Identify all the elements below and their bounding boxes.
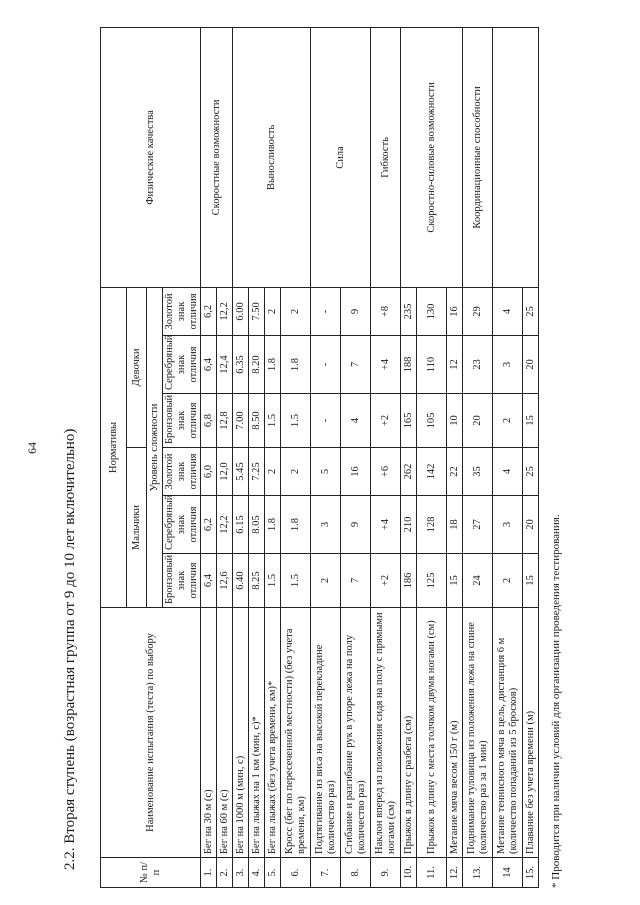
girls-gold-value: - bbox=[311, 287, 341, 335]
physical-quality: Выносливость bbox=[233, 27, 311, 287]
test-name: Сгибание и разгибание рук в упоре лежа на полу (количество раз) bbox=[341, 607, 371, 857]
boys-silver-value: 27 bbox=[463, 495, 493, 553]
boys-silver-value: 12,2 bbox=[217, 495, 233, 553]
boys-bronze-value: 186 bbox=[401, 553, 417, 607]
boys-gold-value: 2 bbox=[265, 447, 281, 495]
test-name: Наклон вперед из положения сидя на полу с прямыми ногами (см) bbox=[371, 607, 401, 857]
girls-silver-value: 110 bbox=[417, 335, 447, 393]
boys-silver-value: 6.15 bbox=[233, 495, 249, 553]
girls-silver-value: 6,4 bbox=[201, 335, 217, 393]
girls-gold-value: 29 bbox=[463, 287, 493, 335]
girls-gold-value: 7.50 bbox=[249, 287, 265, 335]
rotated-page-content bbox=[62, 18, 562, 888]
girls-bronze-value: +2 bbox=[371, 393, 401, 447]
girls-silver-value: 12,4 bbox=[217, 335, 233, 393]
table-row bbox=[463, 27, 493, 887]
boys-gold-value: 22 bbox=[447, 447, 463, 495]
header-girls-silver: Серебряный знак отличия bbox=[163, 335, 201, 393]
row-number: 4. bbox=[249, 857, 265, 887]
test-name: Бег на 1000 м (мин, с) bbox=[233, 607, 249, 857]
row-number: 5. bbox=[265, 857, 281, 887]
test-name: Плавание без учета времени (м) bbox=[523, 607, 539, 857]
girls-silver-value: 6.35 bbox=[233, 335, 249, 393]
boys-silver-value: 3 bbox=[493, 495, 523, 553]
test-name: Метание мяча весом 150 г (м) bbox=[447, 607, 463, 857]
girls-gold-value: +8 bbox=[371, 287, 401, 335]
test-name: Бег на лыжах на 1 км (мин, с)* bbox=[249, 607, 265, 857]
girls-bronze-value: 1.5 bbox=[265, 393, 281, 447]
test-name: Поднимание туловища из положения лежа на спине (количество раз за 1 мин) bbox=[463, 607, 493, 857]
table-row bbox=[493, 27, 523, 887]
girls-gold-value: 235 bbox=[401, 287, 417, 335]
row-number: 2. bbox=[217, 857, 233, 887]
boys-bronze-value: 8.25 bbox=[249, 553, 265, 607]
boys-gold-value: 35 bbox=[463, 447, 493, 495]
physical-quality: Сила bbox=[311, 27, 371, 287]
boys-silver-value: 6,2 bbox=[201, 495, 217, 553]
header-qualities: Физические качества bbox=[101, 27, 201, 287]
girls-bronze-value: 2 bbox=[493, 393, 523, 447]
boys-silver-value: 18 bbox=[447, 495, 463, 553]
boys-gold-value: 142 bbox=[417, 447, 447, 495]
test-name: Бег на 30 м (с) bbox=[201, 607, 217, 857]
boys-bronze-value: 6,4 bbox=[201, 553, 217, 607]
boys-bronze-value: 125 bbox=[417, 553, 447, 607]
girls-silver-value: 1.8 bbox=[281, 335, 311, 393]
girls-gold-value: 4 bbox=[493, 287, 523, 335]
girls-silver-value: 188 bbox=[401, 335, 417, 393]
boys-silver-value: 128 bbox=[417, 495, 447, 553]
girls-bronze-value: 7.00 bbox=[233, 393, 249, 447]
boys-gold-value: 2 bbox=[281, 447, 311, 495]
table-row bbox=[233, 27, 249, 887]
row-number: 14 bbox=[493, 857, 523, 887]
boys-silver-value: 3 bbox=[311, 495, 341, 553]
girls-gold-value: 2 bbox=[281, 287, 311, 335]
boys-silver-value: 9 bbox=[341, 495, 371, 553]
girls-gold-value: 16 bbox=[447, 287, 463, 335]
boys-bronze-value: 15 bbox=[447, 553, 463, 607]
test-name: Метание теннисного мяча в цель, дистанция 6 м (количество попаданий из 5 бросков) bbox=[493, 607, 523, 857]
header-girls-bronze: Бронзовый знак отличия bbox=[163, 393, 201, 447]
row-number: 10. bbox=[401, 857, 417, 887]
girls-gold-value: 12,2 bbox=[217, 287, 233, 335]
boys-bronze-value: 2 bbox=[311, 553, 341, 607]
girls-gold-value: 25 bbox=[523, 287, 539, 335]
test-name: Кросс (бег по пересеченной местности) (без учета времени, км) bbox=[281, 607, 311, 857]
boys-gold-value: 5 bbox=[311, 447, 341, 495]
physical-quality: Гибкость bbox=[371, 27, 401, 287]
boys-bronze-value: 7 bbox=[341, 553, 371, 607]
header-num: № п/п bbox=[101, 857, 201, 887]
girls-silver-value: 23 bbox=[463, 335, 493, 393]
row-number: 6. bbox=[281, 857, 311, 887]
row-number: 9. bbox=[371, 857, 401, 887]
physical-quality: Скоростно-силовые возможности bbox=[401, 27, 463, 287]
physical-quality: Скоростные возможности bbox=[201, 27, 233, 287]
header-boys-bronze: Бронзовый знак отличия bbox=[163, 553, 201, 607]
boys-silver-value: +4 bbox=[371, 495, 401, 553]
test-name: Прыжок в длину с места толчком двумя ногами (см) bbox=[417, 607, 447, 857]
girls-bronze-value: 4 bbox=[341, 393, 371, 447]
row-number: 13. bbox=[463, 857, 493, 887]
girls-silver-value: 3 bbox=[493, 335, 523, 393]
header-test-name: Наименование испытания (теста) по выбору bbox=[101, 607, 201, 857]
boys-silver-value: 1.8 bbox=[265, 495, 281, 553]
boys-bronze-value: +2 bbox=[371, 553, 401, 607]
header-boys-gold: Золотой знак отличия bbox=[163, 447, 201, 495]
boys-silver-value: 8.05 bbox=[249, 495, 265, 553]
girls-gold-value: 6,2 bbox=[201, 287, 217, 335]
row-number: 11. bbox=[417, 857, 447, 887]
table-row bbox=[401, 27, 417, 887]
boys-bronze-value: 2 bbox=[493, 553, 523, 607]
physical-quality: Координационные способности bbox=[463, 27, 493, 287]
boys-bronze-value: 24 bbox=[463, 553, 493, 607]
girls-silver-value: 20 bbox=[523, 335, 539, 393]
girls-gold-value: 130 bbox=[417, 287, 447, 335]
norms-table bbox=[100, 26, 539, 887]
test-name: Прыжок в длину с разбега (см) bbox=[401, 607, 417, 857]
header-girls: Девочки bbox=[127, 287, 147, 447]
row-number: 1. bbox=[201, 857, 217, 887]
row-number: 8. bbox=[341, 857, 371, 887]
girls-bronze-value: 6,8 bbox=[201, 393, 217, 447]
girls-bronze-value: 15 bbox=[523, 393, 539, 447]
row-number: 12. bbox=[447, 857, 463, 887]
header-girls-gold: Золотой знак отличия bbox=[163, 287, 201, 335]
girls-gold-value: 2 bbox=[265, 287, 281, 335]
boys-bronze-value: 1.5 bbox=[265, 553, 281, 607]
girls-bronze-value: 1.5 bbox=[281, 393, 311, 447]
girls-silver-value: 1.8 bbox=[265, 335, 281, 393]
girls-bronze-value: - bbox=[311, 393, 341, 447]
boys-gold-value: 12,0 bbox=[217, 447, 233, 495]
boys-gold-value: 262 bbox=[401, 447, 417, 495]
girls-gold-value: 6.00 bbox=[233, 287, 249, 335]
boys-gold-value: 5.45 bbox=[233, 447, 249, 495]
boys-silver-value: 210 bbox=[401, 495, 417, 553]
girls-bronze-value: 105 bbox=[417, 393, 447, 447]
test-name: Подтягивание из виса на высокой перекладине (количество раз) bbox=[311, 607, 341, 857]
girls-silver-value: 7 bbox=[341, 335, 371, 393]
header-norms: Нормативы bbox=[101, 287, 127, 607]
boys-silver-value: 1.8 bbox=[281, 495, 311, 553]
row-number: 15. bbox=[523, 857, 539, 887]
girls-bronze-value: 12,8 bbox=[217, 393, 233, 447]
page-number: 64 bbox=[25, 442, 39, 454]
table-row bbox=[201, 27, 217, 887]
table-row bbox=[311, 27, 341, 887]
girls-gold-value: 9 bbox=[341, 287, 371, 335]
girls-silver-value: 8.20 bbox=[249, 335, 265, 393]
girls-bronze-value: 8.50 bbox=[249, 393, 265, 447]
footnote: * Проводится при наличии условий для организации проведения тестирования. bbox=[550, 513, 562, 888]
boys-bronze-value: 6.40 bbox=[233, 553, 249, 607]
girls-silver-value: 12 bbox=[447, 335, 463, 393]
row-number: 3. bbox=[233, 857, 249, 887]
girls-bronze-value: 165 bbox=[401, 393, 417, 447]
header-boys: Мальчики bbox=[127, 447, 147, 607]
girls-bronze-value: 20 bbox=[463, 393, 493, 447]
boys-gold-value: 4 bbox=[493, 447, 523, 495]
boys-gold-value: 25 bbox=[523, 447, 539, 495]
row-number: 7. bbox=[311, 857, 341, 887]
header-difficulty: Уровень сложности bbox=[147, 287, 163, 607]
boys-gold-value: 7.25 bbox=[249, 447, 265, 495]
boys-gold-value: 16 bbox=[341, 447, 371, 495]
boys-gold-value: 6,0 bbox=[201, 447, 217, 495]
physical-quality bbox=[493, 27, 539, 287]
boys-bronze-value: 1.5 bbox=[281, 553, 311, 607]
table-body bbox=[201, 27, 539, 887]
test-name: Бег на лыжах (без учета времени, км)* bbox=[265, 607, 281, 857]
girls-bronze-value: 10 bbox=[447, 393, 463, 447]
header-boys-silver: Серебряный знак отличия bbox=[163, 495, 201, 553]
table-row bbox=[371, 27, 401, 887]
section-heading: 2.2. Вторая ступень (возрастная группа от 9 до 10 лет включительно) bbox=[62, 428, 78, 870]
test-name: Бег на 60 м (с) bbox=[217, 607, 233, 857]
boys-bronze-value: 12,6 bbox=[217, 553, 233, 607]
boys-silver-value: 20 bbox=[523, 495, 539, 553]
boys-gold-value: +6 bbox=[371, 447, 401, 495]
girls-silver-value: +4 bbox=[371, 335, 401, 393]
girls-silver-value: - bbox=[311, 335, 341, 393]
boys-bronze-value: 15 bbox=[523, 553, 539, 607]
